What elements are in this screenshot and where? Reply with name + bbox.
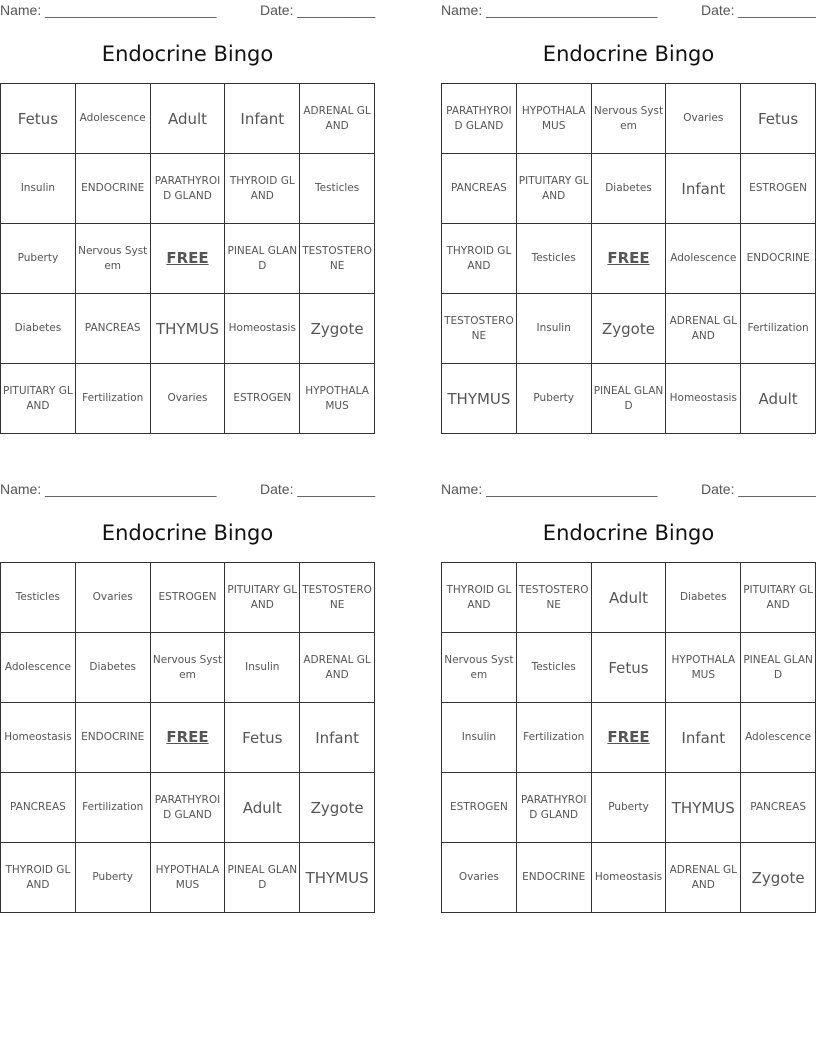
grid-row xyxy=(442,633,816,703)
grid-row xyxy=(442,563,816,633)
name-field[interactable]: Name: ______________________ xyxy=(0,481,217,497)
bingo-cell[interactable]: Homeostasis xyxy=(591,843,666,913)
bingo-cell[interactable]: Puberty xyxy=(591,773,666,843)
bingo-cell[interactable]: Nervous System xyxy=(75,224,150,294)
card-title: Endocrine Bingo xyxy=(542,42,715,66)
bingo-cell[interactable]: ADRENAL GLAND xyxy=(666,294,741,364)
bingo-cell[interactable]: ESTROGEN xyxy=(741,154,816,224)
grid-row xyxy=(442,84,816,154)
bingo-cell[interactable]: Ovaries xyxy=(666,84,741,154)
grid-row xyxy=(1,84,375,154)
bingo-cell[interactable]: Adult xyxy=(591,563,666,633)
bingo-card-1 xyxy=(0,0,375,440)
bingo-cell[interactable]: Homeostasis xyxy=(1,703,76,773)
bingo-cell[interactable]: Homeostasis xyxy=(225,294,300,364)
bingo-cell[interactable]: Fertilization xyxy=(516,703,591,773)
bingo-cell[interactable]: THYROID GLAND xyxy=(225,154,300,224)
name-date-line xyxy=(441,2,816,20)
bingo-cell[interactable]: THYMUS xyxy=(442,364,517,434)
name-date-line xyxy=(0,2,375,20)
bingo-cell[interactable]: Testicles xyxy=(516,633,591,703)
bingo-cell[interactable]: THYROID GLAND xyxy=(1,843,76,913)
grid-row xyxy=(1,843,375,913)
bingo-cell[interactable]: Testicles xyxy=(1,563,76,633)
bingo-cell[interactable]: HYPOTHALAMUS xyxy=(300,364,375,434)
bingo-cell[interactable]: TESTOSTERONE xyxy=(516,563,591,633)
bingo-cell[interactable]: Nervous System xyxy=(442,633,517,703)
bingo-cell[interactable]: Fetus xyxy=(1,84,76,154)
bingo-cell[interactable]: Puberty xyxy=(1,224,76,294)
name-field[interactable]: Name: ______________________ xyxy=(0,2,217,18)
bingo-cell[interactable]: Zygote xyxy=(300,773,375,843)
bingo-cell[interactable]: Fertilization xyxy=(75,773,150,843)
bingo-cell[interactable]: Adolescence xyxy=(75,84,150,154)
grid-row xyxy=(442,294,816,364)
bingo-card-4 xyxy=(441,479,816,919)
bingo-cell[interactable]: PINEAL GLAND xyxy=(741,633,816,703)
bingo-cell[interactable]: Testicles xyxy=(300,154,375,224)
bingo-cell[interactable]: PANCREAS xyxy=(75,294,150,364)
bingo-cell[interactable]: Diabetes xyxy=(75,633,150,703)
grid-row xyxy=(1,703,375,773)
bingo-cell[interactable]: Diabetes xyxy=(1,294,76,364)
grid-row xyxy=(1,563,375,633)
card-title: Endocrine Bingo xyxy=(542,521,715,545)
bingo-cell[interactable]: Zygote xyxy=(741,843,816,913)
bingo-cell[interactable]: Ovaries xyxy=(75,563,150,633)
bingo-cell[interactable]: Insulin xyxy=(225,633,300,703)
date-field[interactable]: Date: __________ xyxy=(701,2,816,18)
bingo-cell[interactable]: THYMUS xyxy=(666,773,741,843)
bingo-cell[interactable]: Testicles xyxy=(516,224,591,294)
free-space[interactable]: FREE xyxy=(150,224,225,294)
card-title: Endocrine Bingo xyxy=(101,521,274,545)
bingo-cell[interactable]: ESTROGEN xyxy=(442,773,517,843)
bingo-cell[interactable]: ENDOCRINE xyxy=(741,224,816,294)
bingo-cell[interactable]: PITUITARY GLAND xyxy=(225,563,300,633)
grid-row xyxy=(1,294,375,364)
bingo-cell[interactable]: PINEAL GLAND xyxy=(591,364,666,434)
bingo-cell[interactable]: Zygote xyxy=(591,294,666,364)
bingo-grid xyxy=(0,83,375,434)
bingo-cell[interactable]: THYMUS xyxy=(300,843,375,913)
bingo-cell[interactable]: PINEAL GLAND xyxy=(225,224,300,294)
bingo-cell[interactable]: ESTROGEN xyxy=(150,563,225,633)
bingo-cell[interactable]: ADRENAL GLAND xyxy=(300,84,375,154)
bingo-cell[interactable]: Fetus xyxy=(225,703,300,773)
bingo-cell[interactable]: PITUITARY GLAND xyxy=(516,154,591,224)
bingo-cell[interactable]: Infant xyxy=(225,84,300,154)
bingo-cell[interactable]: Homeostasis xyxy=(666,364,741,434)
grid-row xyxy=(1,773,375,843)
bingo-cell[interactable]: Nervous System xyxy=(150,633,225,703)
bingo-grid xyxy=(441,562,816,913)
bingo-cell[interactable]: PINEAL GLAND xyxy=(225,843,300,913)
bingo-cell[interactable]: Insulin xyxy=(516,294,591,364)
bingo-cell[interactable]: ESTROGEN xyxy=(225,364,300,434)
bingo-cell[interactable]: TESTOSTERONE xyxy=(442,294,517,364)
grid-row xyxy=(442,364,816,434)
bingo-cell[interactable]: Ovaries xyxy=(150,364,225,434)
bingo-card-3 xyxy=(0,479,375,919)
bingo-cell[interactable]: Adolescence xyxy=(1,633,76,703)
grid-row xyxy=(442,843,816,913)
bingo-cell[interactable]: Fetus xyxy=(591,633,666,703)
bingo-cell[interactable]: ADRENAL GLAND xyxy=(666,843,741,913)
bingo-cell[interactable]: Puberty xyxy=(516,364,591,434)
name-date-line xyxy=(441,481,816,499)
bingo-cell[interactable]: Ovaries xyxy=(442,843,517,913)
bingo-grid xyxy=(0,562,375,913)
grid-row xyxy=(442,703,816,773)
bingo-cell[interactable]: Adult xyxy=(741,364,816,434)
bingo-cell[interactable]: PITUITARY GLAND xyxy=(1,364,76,434)
name-field[interactable]: Name: ______________________ xyxy=(441,481,658,497)
bingo-cell[interactable]: THYMUS xyxy=(150,294,225,364)
bingo-cell[interactable]: ENDOCRINE xyxy=(75,703,150,773)
free-space[interactable]: FREE xyxy=(591,703,666,773)
bingo-cell[interactable]: Nervous System xyxy=(591,84,666,154)
grid-row xyxy=(442,773,816,843)
bingo-cell[interactable]: HYPOTHALAMUS xyxy=(150,843,225,913)
grid-row xyxy=(1,154,375,224)
grid-row xyxy=(442,154,816,224)
bingo-grid xyxy=(441,83,816,434)
bingo-cell[interactable]: Infant xyxy=(666,154,741,224)
bingo-card-2 xyxy=(441,0,816,440)
bingo-cell[interactable]: HYPOTHALAMUS xyxy=(516,84,591,154)
bingo-cell[interactable]: PANCREAS xyxy=(741,773,816,843)
bingo-cell[interactable]: TESTOSTERONE xyxy=(300,563,375,633)
bingo-cell[interactable]: Adolescence xyxy=(741,703,816,773)
bingo-cell[interactable]: Diabetes xyxy=(591,154,666,224)
card-title: Endocrine Bingo xyxy=(101,42,274,66)
free-space[interactable]: FREE xyxy=(591,224,666,294)
bingo-cell[interactable]: Infant xyxy=(300,703,375,773)
date-field[interactable]: Date: __________ xyxy=(260,481,376,497)
bingo-cell[interactable]: PANCREAS xyxy=(442,154,517,224)
bingo-cell[interactable]: Fetus xyxy=(741,84,816,154)
bingo-cell[interactable]: Adult xyxy=(150,84,225,154)
grid-row xyxy=(442,224,816,294)
bingo-cell[interactable]: Insulin xyxy=(1,154,76,224)
bingo-cell[interactable]: PARATHYROID GLAND xyxy=(150,154,225,224)
bingo-cell[interactable]: Fertilization xyxy=(741,294,816,364)
bingo-cell[interactable]: Insulin xyxy=(442,703,517,773)
grid-row xyxy=(1,364,375,434)
bingo-cell[interactable]: Fertilization xyxy=(75,364,150,434)
bingo-cell[interactable]: Infant xyxy=(666,703,741,773)
bingo-cell[interactable]: PARATHYROID GLAND xyxy=(516,773,591,843)
bingo-cell[interactable]: Adolescence xyxy=(666,224,741,294)
bingo-cell[interactable]: PARATHYROID GLAND xyxy=(150,773,225,843)
bingo-cell[interactable]: ENDOCRINE xyxy=(75,154,150,224)
bingo-cell[interactable]: Adult xyxy=(225,773,300,843)
bingo-cell[interactable]: Zygote xyxy=(300,294,375,364)
bingo-cell[interactable]: Puberty xyxy=(75,843,150,913)
grid-row xyxy=(1,633,375,703)
bingo-cell[interactable]: HYPOTHALAMUS xyxy=(666,633,741,703)
date-field[interactable]: Date: __________ xyxy=(260,2,376,18)
bingo-cell[interactable]: PITUITARY GLAND xyxy=(741,563,816,633)
bingo-cell[interactable]: TESTOSTERONE xyxy=(300,224,375,294)
bingo-cell[interactable]: ENDOCRINE xyxy=(516,843,591,913)
date-field[interactable]: Date: __________ xyxy=(701,481,816,497)
grid-row xyxy=(1,224,375,294)
bingo-cell[interactable]: THYROID GLAND xyxy=(442,563,517,633)
bingo-cell[interactable]: PARATHYROID GLAND xyxy=(442,84,517,154)
bingo-cell[interactable]: PANCREAS xyxy=(1,773,76,843)
name-date-line xyxy=(0,481,375,499)
bingo-cell[interactable]: Diabetes xyxy=(666,563,741,633)
name-field[interactable]: Name: ______________________ xyxy=(441,2,658,18)
bingo-cell[interactable]: THYROID GLAND xyxy=(442,224,517,294)
free-space[interactable]: FREE xyxy=(150,703,225,773)
bingo-cell[interactable]: ADRENAL GLAND xyxy=(300,633,375,703)
